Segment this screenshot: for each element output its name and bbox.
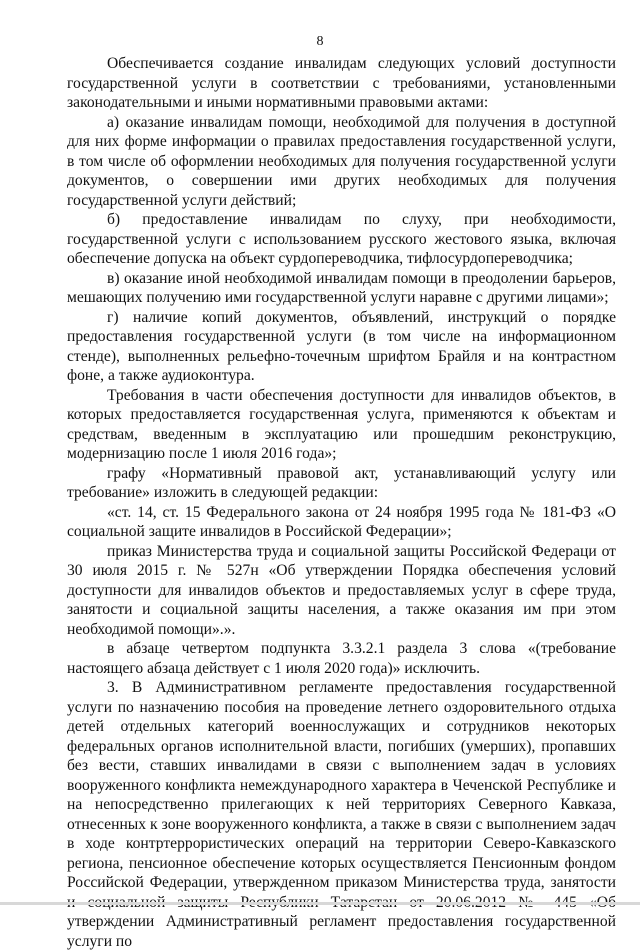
paragraph-section-3: 3. В Административном регламенте предоставления государственной услуги по назначению пособия на проведение летнего оздоровительного отдыха детей отдельных категорий военнослужащих и сотрудников некоторых федеральных органов исполнительной власти, погибших (умерших), пропавших без вести, ставших инвалидами в связи с выполнением задач в условиях вооруженного конфликта немеждународного характера в Чеченской Республике и на непосредственно прилегающих к ней территориях Северного Кавказа, отнесенных к зоне вооруженного конфликта, а также в связи с выполнением задач в ходе контртеррористических операций на территории Северо-Кавказского региона, пенсионное обеспечение которых осуществляется Пенсионным фондом Российской Федерации, утвержденном приказом Министерства труда, занятости утверждении Административный регламент предоставления государственной услуги по — [67, 679, 616, 950]
paragraph-subclause-amendment: в абзаце четвертом подпункта 3.3.2.1 раздела 3 слова «(требование настоящего абзаца действует с 1 июля 2020 года)» исключить. — [67, 640, 616, 677]
page-number: 8 — [316, 34, 324, 49]
paragraph-ministry-order: приказ Министерства труда и социальной защиты Российской Федераци от 30 июля 2015 г. № 527н «Об утверждении Порядка обеспечения условий доступности для инвалидов объектов и предоставляемых услуг в сфере труда, занятости и социальной защиты населения, а также оказания им при этом необходимой помощи».». — [67, 542, 616, 638]
paragraph-federal-law: «ст. 14, ст. 15 Федерального закона от 24 ноября 1995 года № 181-ФЗ «О социальной защите инвалидов в Российской Федерации»; — [67, 503, 616, 540]
paragraph-item-v: в) оказание иной необходимой инвалидам помощи в преодолении барьеров, мешающих получению ими государственной услуги наравне с другими лицами»; — [67, 269, 616, 306]
paragraph-item-a: а) оказание инвалидам помощи, необходимой для получения в доступной для них форме информации о правилах предоставления государственной услуги, в том числе об оформлении необходимых для получения государственной услуги документов, о совершении ими других необходимых для получения государственной услуги действий; — [67, 113, 616, 209]
paragraph-requirements: Требования в части обеспечения доступности для инвалидов объектов, в которых предоставляется государственная услуга, применяются к объектам и средствам, введенным в эксплуатацию или прошедшим реконструкцию, модернизацию после 1 июля 2016 года»; — [67, 386, 616, 462]
document-body — [67, 54, 616, 951]
paragraph-item-g: г) наличие копий документов, объявлений, инструкций о порядке предоставления государственной услуги (в том числе на информационном стенде), выполненных рельефно-точечным шрифтом Брайля и на контрастном фоне, а также аудиоконтура. — [67, 308, 616, 384]
paragraph-column-amendment: графу «Нормативный правовой акт, устанавливающий услугу или требование» изложить в следующей редакции: — [67, 464, 616, 501]
paragraph-item-b: б) предоставление инвалидам по слуху, при необходимости, государственной услуги с использованием русского жестового языка, включая обеспечение допуска на объект сурдопереводчика, тифлосурдопереводчика; — [67, 211, 616, 267]
paragraph-accessibility-intro: Обеспечивается создание инвалидам следующих условий доступности государственной услуги в соответствии с требованиями, установленными законодательными и иными нормативными правовыми актами: — [67, 55, 616, 111]
